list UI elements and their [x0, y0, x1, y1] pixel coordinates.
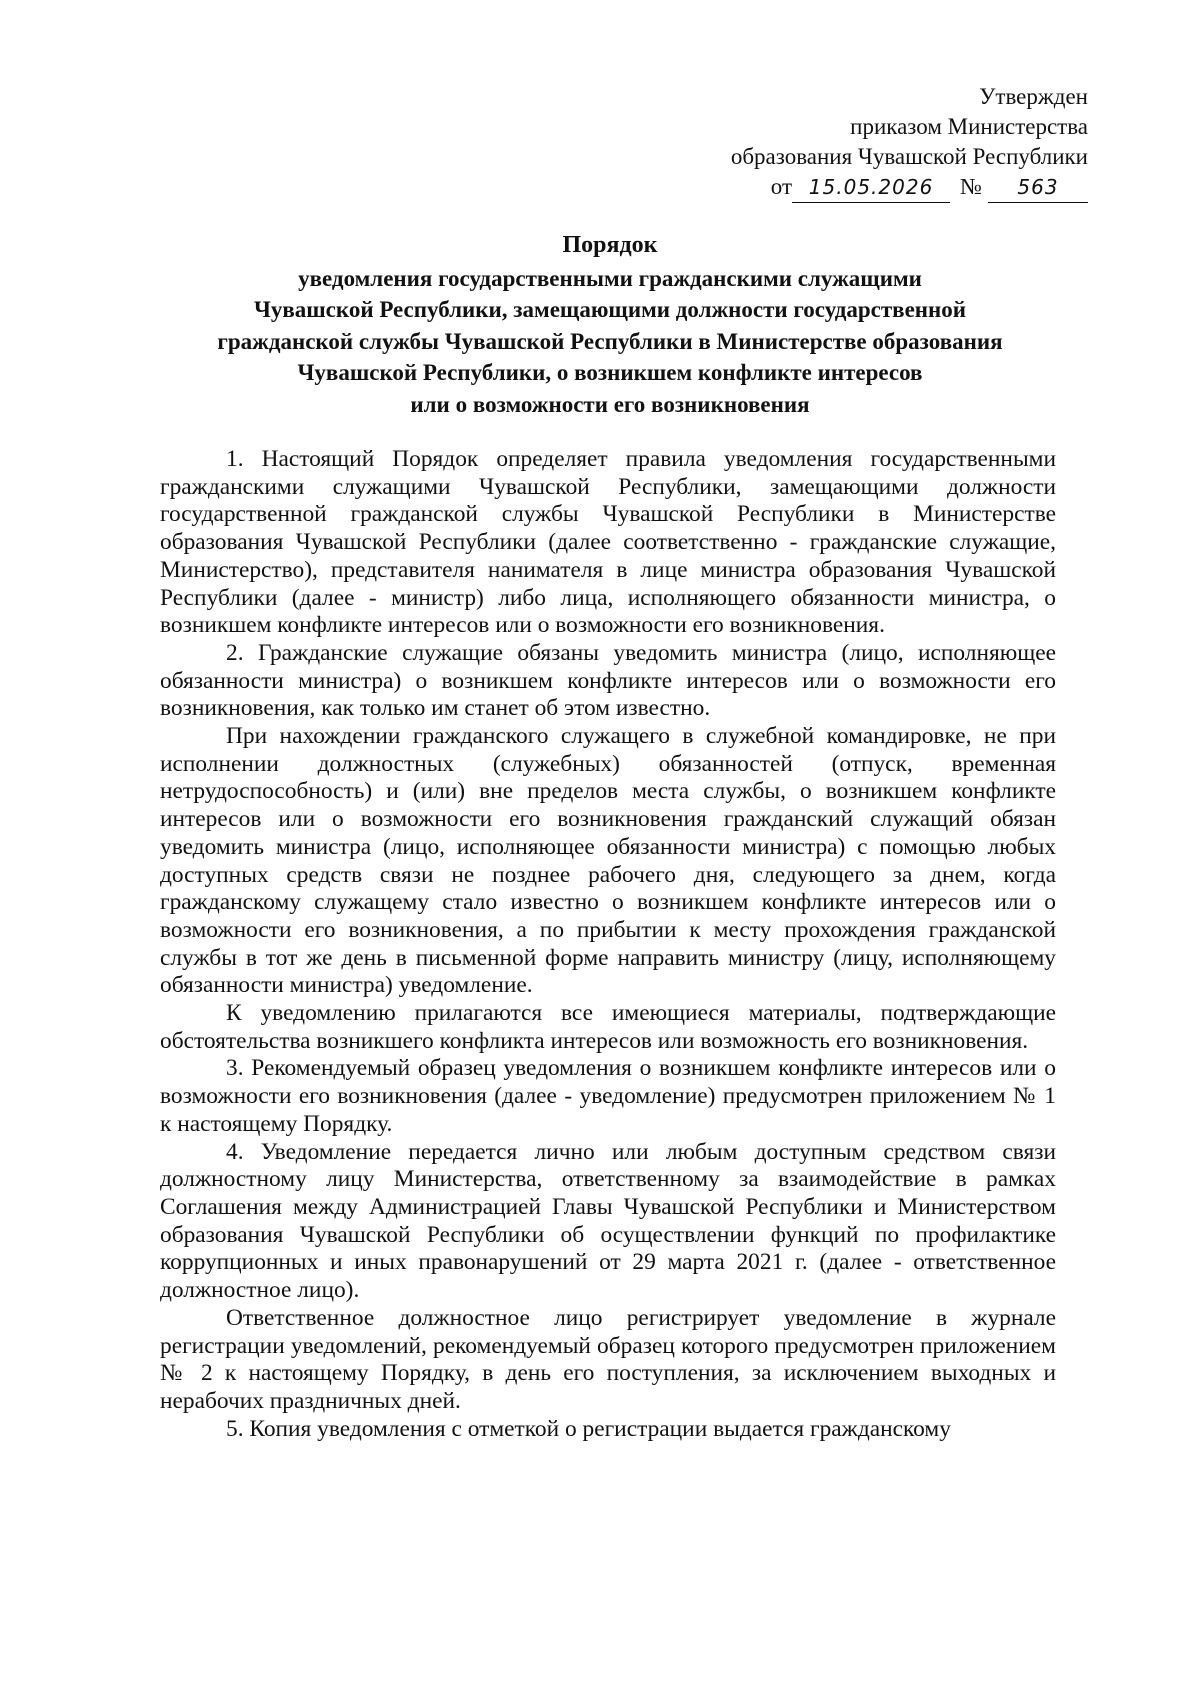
title-line: или о возможности его возникновения	[410, 391, 810, 417]
title-line: Чувашской Республики, о возникшем конфликте интересов	[297, 360, 923, 385]
from-label: от	[770, 174, 793, 199]
handwritten-number: 563	[988, 172, 1088, 203]
paragraph-3: 3. Рекомендуемый образец уведомления о возникшем конфликте интересов или о возможности его возникновения (далее - уведомление) предусмотрен приложением № 1 к настоящему Порядку.	[160, 1055, 1056, 1137]
handwritten-date: 15.05.2026	[792, 172, 950, 203]
document-body	[160, 446, 1056, 1443]
approval-line-2: приказом Министерства	[850, 114, 1088, 139]
paragraph-2-business-trip: При нахождении гражданского служащего в служебной командировке, не при исполнении должностных (служебных) обязанностей (отпуск, временная нетрудоспособность) и (или) вне пределов места службы, о возникшем конфликте интересов или о возможности его возникновения гражданский служащий обязан уведомить министра (лицо, исполняющее обязанности министра) с помощью любых доступных средств связи не позднее рабочего дня, следующего за днем, когда гражданскому служащему стало известно о возникшем конфликте интересов или о возможности его возникновения, а по прибытии к месту прохождения гражданской службы в тот же день в письменной форме направить министру (лицу, исполняющему обязанности министра) уведомление.	[160, 723, 1056, 999]
document-title	[160, 230, 1060, 420]
paragraph-5: 5. Копия уведомления с отметкой о регистрации выдается гражданскому	[226, 1415, 951, 1442]
number-label: №	[960, 174, 982, 199]
paragraph-2: 2. Гражданские служащие обязаны уведомить министра (лицо, исполняющее обязанности министра) о возникшем конфликте интересов или о возможности его возникновения, как только им станет об этом известно.	[160, 639, 1056, 722]
paragraph-4: 4. Уведомление передается лично или любым доступным средством связи должностному лицу Министерства, ответственному за взаимодействие в рамках Соглашения между Администрацией Главы Чувашской Республики и Министерством образования Чувашской Республики об осуществлении функций по профилактике коррупционных и иных правонарушений от 29 марта 2021 г. (далее - ответственное должностное лицо).	[160, 1138, 1056, 1304]
title-line: уведомления государственными гражданскими служащими	[298, 265, 922, 291]
approval-line-1: Утвержден	[979, 84, 1088, 109]
approval-line-3: образования Чувашской Республики	[730, 144, 1088, 169]
paragraph-1: 1. Настоящий Порядок определяет правила уведомления государственными гражданскими служащими Чувашской Республики, замещающими должности государственной гражданской службы Чувашской Республики в Министерстве образования Чувашской Республики (далее соответственно - гражданские служащие, Министерство), представителя нанимателя в лице министра образования Чувашской Республики (далее - министр) либо лица, исполняющего обязанности министра, о возникшем конфликте интересов или о возможности его возникновения.	[160, 446, 1056, 639]
paragraph-2-attachments: К уведомлению прилагаются все имеющиеся материалы, подтверждающие обстоятельства возникшего конфликта интересов или возможность его возникновения.	[160, 1000, 1056, 1054]
title-line: Чувашской Республики, замещающими должности государственной	[253, 297, 967, 322]
approval-date-number-line	[771, 172, 1088, 203]
approval-block	[731, 82, 1088, 203]
title-line: гражданской службы Чувашской Республики в Министерстве образования	[217, 328, 1003, 354]
title-heading: Порядок	[562, 232, 658, 258]
paragraph-4-registration: Ответственное должностное лицо регистрирует уведомление в журнале регистрации уведомлений, рекомендуемый образец которого предусмотрен приложением № 2 к настоящему Порядку, в день его поступления, за исключением выходных и нерабочих праздничных дней.	[160, 1304, 1056, 1414]
